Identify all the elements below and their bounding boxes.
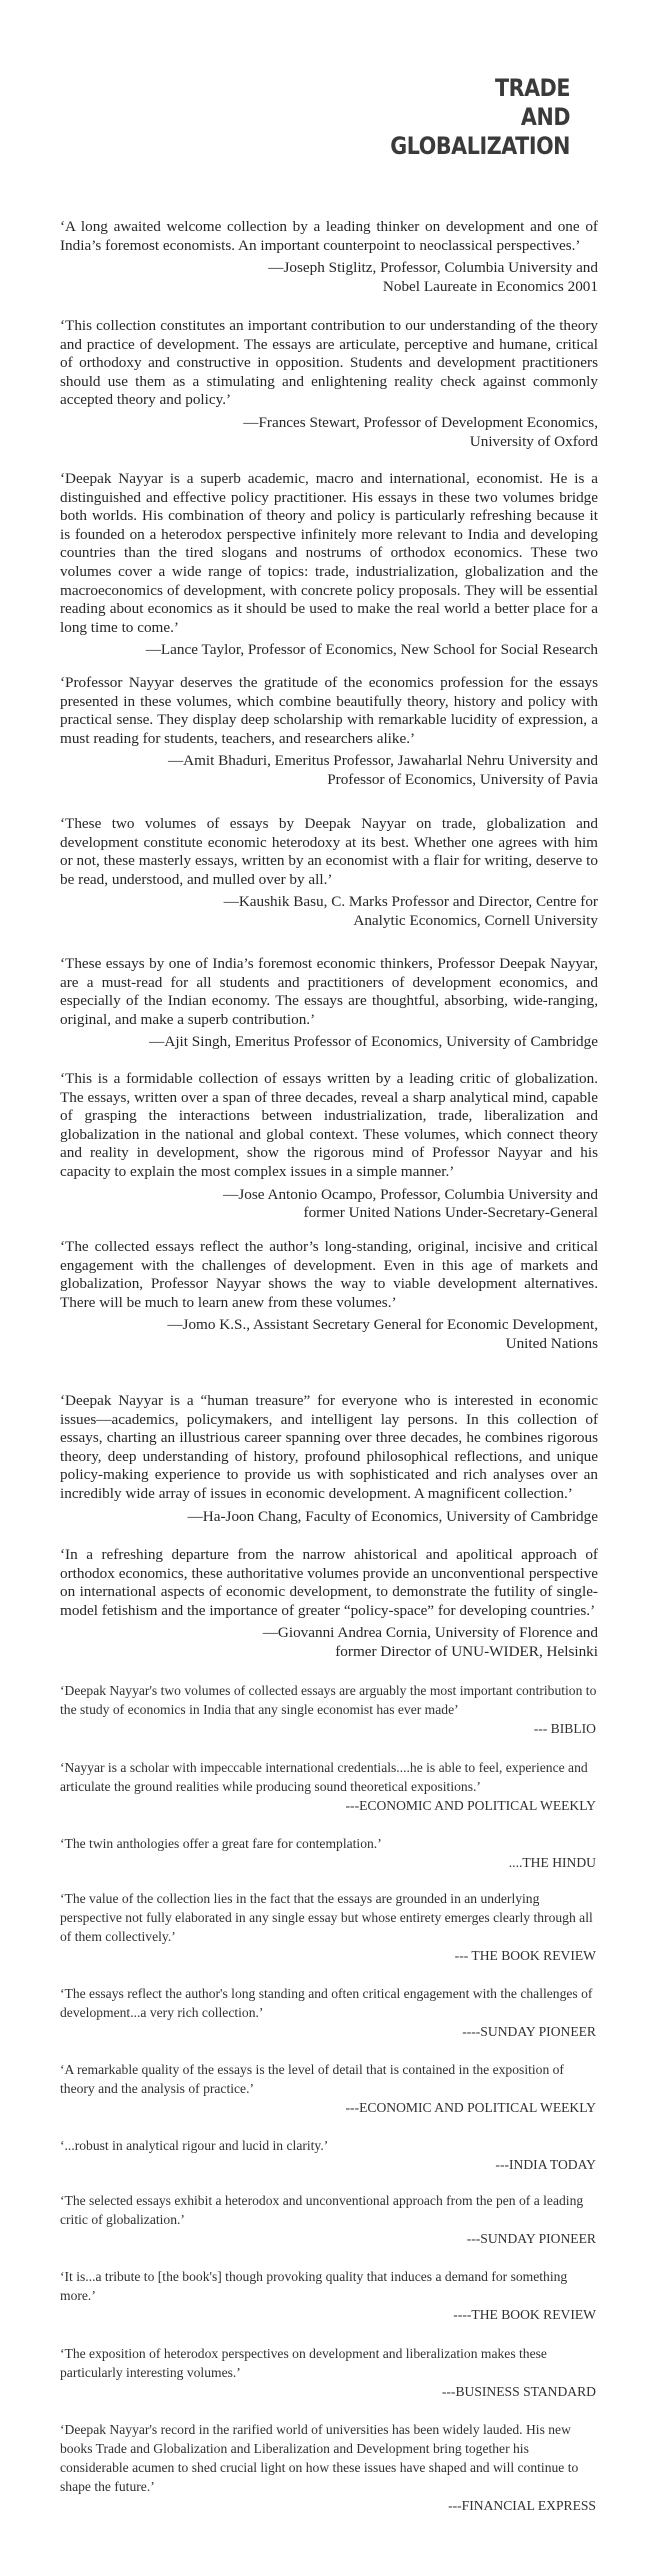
attribution-line: former Director of UNU-WIDER, Helsinki [335,1642,598,1660]
attribution-line: —Frances Stewart, Professor of Development Economics, [243,413,598,431]
endorsement-stewart [60,317,598,451]
endorsement-attribution [60,1186,598,1223]
attribution-line: Analytic Economics, Cornell University [353,911,598,929]
endorsement-quote: ‘These essays by one of India’s foremost economic thinkers, Professor Deepak Nayyar, are a must-read for all students and practitioners of development economics, and especially of the Indian economy. The essays are thoughtful, absorbing, wide-ranging, original, and make a superb contribution.’ [60,955,598,1028]
press-quote: ‘The value of the collection lies in the fact that the essays are grounded in an underlying perspective not fully elaborated in any single essay but whose entirety emerges clearly through all of them collectively.’ [60,1891,593,1944]
title-line-and: AND [520,103,570,131]
endorsement-quote: ‘These two volumes of essays by Deepak Nayyar on trade, globalization and development constitute economic heterodoxy at its best. Whether one agrees with him or not, these masterly essays, written by an economist with a flair for writing, deserve to be read, understood, and mulled over by all.’ [60,815,598,888]
endorsement-chang [60,1392,598,1526]
press-quote: ‘The exposition of heterodox perspectives on development and liberalization makes these particularly interesting volumes.’ [60,2346,547,2380]
attribution-line: —Giovanni Andrea Cornia, University of Florence and [262,1624,598,1642]
press-review-book-review-2 [60,2267,598,2324]
title-line-globalization: GLOBALIZATION [390,132,570,160]
press-source: ----THE BOOK REVIEW [453,2307,596,2322]
endorsement-stiglitz [60,218,598,296]
endorsement-cornia [60,1546,598,1662]
attribution-line: United Nations [505,1334,598,1352]
endorsement-attribution [60,1624,598,1661]
press-review-sunday-pioneer-1 [60,1984,598,2041]
endorsement-quote: ‘Professor Nayyar deserves the gratitude of the economics profession for the essays presented in these volumes, which combine beautifully theory, history and policy with practical sense. They display deep scholarship with remarkable lucidity of expression, a must reading for students, teachers, and researchers alike.’ [60,674,598,747]
press-review-financial-express [60,2420,598,2515]
attribution-line: —Lance Taylor, Professor of Economics, New School for Social Research [145,641,598,659]
press-source: ---ECONOMIC AND POLITICAL WEEKLY [345,1798,596,1813]
press-review-business-standard [60,2344,598,2401]
endorsement-attribution [60,1508,598,1527]
press-quote: ‘A remarkable quality of the essays is the level of detail that is contained in the exposition of theory and the analysis of practice.’ [60,2062,564,2096]
title-line-trade: TRADE [494,74,570,102]
endorsement-attribution [60,641,598,660]
attribution-line: —Ha-Joon Chang, Faculty of Economics, University of Cambridge [187,1507,598,1525]
press-quote: ‘Deepak Nayyar's two volumes of collected essays are arguably the most important contribution to the study of economics in India that any single economist has ever made’ [60,1683,597,1717]
press-quote: ‘The selected essays exhibit a heterodox and unconventional approach from the pen of a leading critic of globalization.’ [60,2193,584,2227]
book-title [390,74,570,161]
endorsement-singh [60,955,598,1052]
press-source: ----SUNDAY PIONEER [462,2024,596,2039]
endorsement-jomo [60,1238,598,1354]
endorsement-attribution [60,752,598,789]
press-review-epw-1 [60,1758,598,1815]
attribution-line: —Ajit Singh, Emeritus Professor of Economics, University of Cambridge [149,1033,598,1051]
endorsement-attribution [60,1033,598,1052]
endorsement-attribution [60,893,598,930]
endorsement-quote: ‘A long awaited welcome collection by a leading thinker on development and one of India’s foremost economists. An important counterpoint to neoclassical perspectives.’ [60,218,598,254]
press-source: --- BIBLIO [533,1721,596,1736]
attribution-line: Nobel Laureate in Economics 2001 [382,277,598,295]
attribution-line: —Amit Bhaduri, Emeritus Professor, Jawaharlal Nehru University and [167,752,598,770]
press-review-epw-2 [60,2060,598,2117]
press-quote: ‘Deepak Nayyar's record in the rarified world of universities has been widely lauded. His new books Trade and Globalization and Liberalization and Development bring together his considerable acumen to shed crucial light on how these issues have shaped and will continue to shape the future.’ [60,2422,579,2494]
press-quote: ‘Nayyar is a scholar with impeccable international credentials....he is able to feel, experience and articulate the ground realities while producing sound theoretical expositions.’ [60,1760,588,1794]
endorsement-ocampo [60,1070,598,1223]
press-review-book-review-1 [60,1889,598,1965]
attribution-line: Professor of Economics, University of Pavia [327,770,598,788]
attribution-line: —Kaushik Basu, C. Marks Professor and Director, Centre for [223,893,598,911]
endorsement-attribution [60,414,598,451]
endorsement-quote: ‘This collection constitutes an important contribution to our understanding of the theory and practice of development. The essays are articulate, perceptive and humane, critical of orthodoxy and constructive in opposition. Students and development practitioners should use them as a stimulating and enlightening reality check against commonly accepted theory and policy.’ [60,317,598,409]
press-review-sunday-pioneer-2 [60,2191,598,2248]
press-source: ---BUSINESS STANDARD [441,2384,596,2399]
endorsement-attribution [60,259,598,296]
endorsement-bhaduri [60,674,598,790]
attribution-line: former United Nations Under-Secretary-General [303,1204,598,1222]
press-source: --- THE BOOK REVIEW [454,1948,596,1963]
endorsement-quote: ‘Deepak Nayyar is a superb academic, macro and international, economist. He is a distinguished and effective policy practitioner. His essays in these two volumes bridge both worlds. His combination of theory and policy is particularly refreshing because it is founded on a heterodox perspective infinitely more relevant to India and developing countries than the tired slogans and nostrums of orthodox economics. These two volumes cover a wide range of topics: trade, industrialization, globalization and the macroeconomics of development, with concrete policy proposals. They will be essential reading about economics as it should be used to make the real world a better place for a long time to come.’ [60,470,598,636]
press-source: ---INDIA TODAY [495,2157,596,2172]
press-quote: ‘The twin anthologies offer a great fare for contemplation.’ [60,1836,382,1851]
endorsement-basu [60,815,598,931]
endorsement-quote: ‘This is a formidable collection of essays written by a leading critic of globalization. The essays, written over a span of three decades, reveal a sharp analytical mind, capable of grasping the interactions between industrialization, trade, liberalization and globalization in the national and global context. These volumes, which connect theory and reality in development, show the rigorous mind of Professor Nayyar and his capacity to explain the most complex issues in a simple manner.’ [60,1070,598,1180]
endorsement-quote: ‘The collected essays reflect the author’s long-standing, original, incisive and critical engagement with the challenges of development. Even in this age of markets and globalization, Professor Nayyar shows the way to viable development alternatives. There will be much to learn anew from these volumes.’ [60,1238,598,1311]
press-source: ---SUNDAY PIONEER [466,2231,596,2246]
attribution-line: University of Oxford [469,432,598,450]
press-source: ---ECONOMIC AND POLITICAL WEEKLY [345,2100,596,2115]
attribution-line: —Jose Antonio Ocampo, Professor, Columbia University and [223,1185,598,1203]
endorsement-quote: ‘In a refreshing departure from the narrow ahistorical and apolitical approach of orthodox economics, these authoritative volumes provide an unconventional perspective on international aspects of economic development, to demonstrate the futility of single-model fetishism and the importance of greater “policy-space” for developing countries.’ [60,1546,598,1619]
press-source: ....THE HINDU [508,1855,596,1870]
attribution-line: —Joseph Stiglitz, Professor, Columbia University and [268,259,598,277]
attribution-line: —Jomo K.S., Assistant Secretary General for Economic Development, [167,1316,598,1334]
endorsement-taylor [60,470,598,660]
press-quote: ‘It is...a tribute to [the book's] though provoking quality that induces a demand for something more.’ [60,2269,568,2303]
press-review-biblio [60,1681,598,1738]
endorsement-attribution [60,1316,598,1353]
press-review-india-today [60,2136,598,2174]
press-source: ---FINANCIAL EXPRESS [448,2498,596,2513]
endorsement-quote: ‘Deepak Nayyar is a “human treasure” for everyone who is interested in economic issues—academics, policymakers, and intelligent lay persons. In this collection of essays, charting an illustrious career spanning over three decades, he combines rigorous theory, deep understanding of history, profound philosophical reflections, and unique policy-making experience to provide us with sophisticated and rich analyses over an incredibly wide array of issues in economic development. A magnificent collection.’ [60,1392,598,1502]
press-quote: ‘...robust in analytical rigour and lucid in clarity.’ [60,2138,329,2153]
press-quote: ‘The essays reflect the author's long standing and often critical engagement with the challenges of development...a very rich collection.’ [60,1986,593,2020]
press-review-hindu [60,1834,598,1872]
